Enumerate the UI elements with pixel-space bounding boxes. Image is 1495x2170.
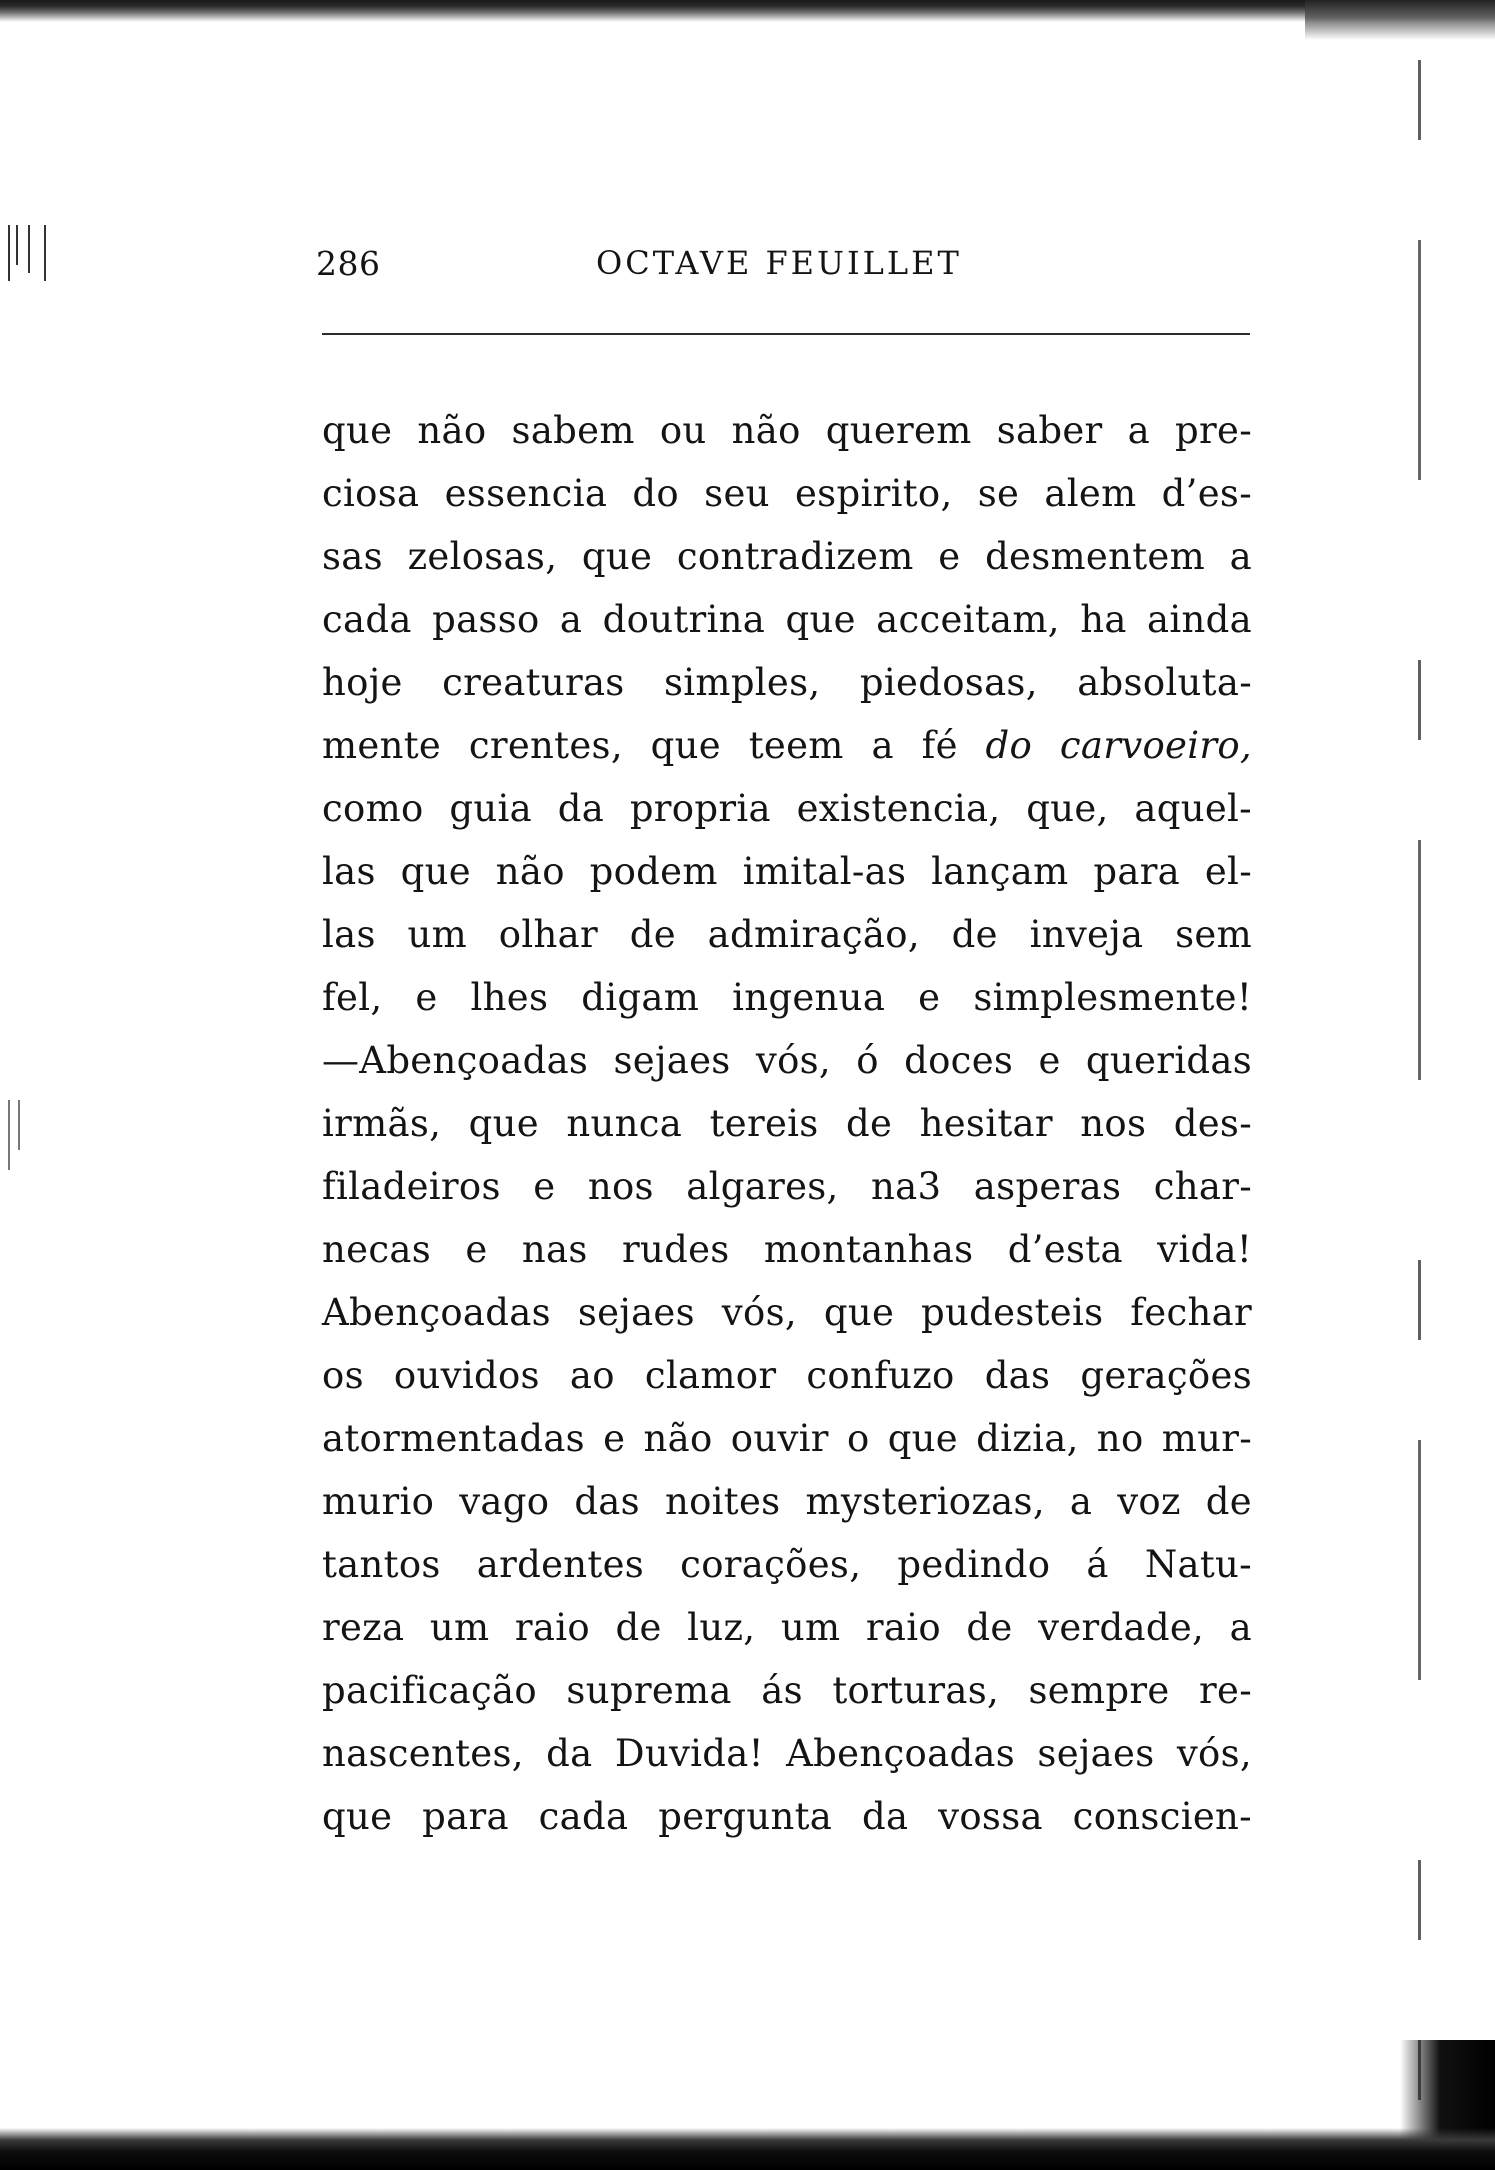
page-header — [316, 244, 1246, 294]
header-rule — [322, 333, 1250, 335]
text-line: hoje creaturas simples, piedosas, absoluta- — [322, 661, 1252, 704]
italic-phrase: do carvoeiro, — [985, 724, 1252, 767]
text-line: murio vago das noites mysteriozas, a voz de — [322, 1480, 1252, 1523]
text-line: atormentadas e não ouvir o que dizia, no mur- — [322, 1417, 1252, 1460]
text-line: necas e nas rudes montanhas d’esta vida! — [322, 1228, 1252, 1271]
text-line: reza um raio de luz, um raio de verdade, a — [322, 1606, 1252, 1649]
body-text — [322, 399, 1252, 1848]
text-line: fel, e lhes digam ingenua e simplesmente! — [322, 976, 1252, 1019]
text-line: que não sabem ou não querem saber a pre- — [322, 409, 1252, 452]
scan-bottom-edge — [0, 2128, 1495, 2170]
text-line: irmãs, que nunca tereis de hesitar nos des- — [322, 1102, 1252, 1145]
scan-top-right-edge — [1305, 0, 1495, 40]
text-line: sas zelosas, que contradizem e desmentem a — [322, 535, 1252, 578]
text-line: las um olhar de admiração, de inveja sem — [322, 913, 1252, 956]
text-line: que para cada pergunta da vossa conscien- — [322, 1795, 1252, 1838]
text-line: ciosa essencia do seu espirito, se alem d’es- — [322, 472, 1252, 515]
scan-left-marks — [6, 225, 66, 285]
text-line: nascentes, da Duvida! Abençoadas sejaes vós, — [322, 1732, 1252, 1775]
text-line: filadeiros e nos algares, na3 asperas char- — [322, 1165, 1252, 1208]
text-line: como guia da propria existencia, que, aquel- — [322, 787, 1252, 830]
scan-top-edge — [0, 0, 1495, 22]
text-line: Abençoadas sejaes vós, que pudesteis fechar — [322, 1291, 1252, 1334]
scan-left-mid-marks — [4, 1100, 54, 1180]
text-line: mente crentes, que teem a fé do carvoeiro, — [322, 724, 1252, 767]
scan-right-gutter — [1418, 60, 1421, 2100]
scan-right-shadow — [1400, 2040, 1495, 2140]
running-title: OCTAVE FEUILLET — [596, 244, 962, 282]
text-line: os ouvidos ao clamor confuzo das gerações — [322, 1354, 1252, 1397]
page-number: 286 — [316, 244, 381, 283]
text-line: cada passo a doutrina que acceitam, ha ainda — [322, 598, 1252, 641]
text-line: pacificação suprema ás torturas, sempre re- — [322, 1669, 1252, 1712]
text-line: las que não podem imital-as lançam para el- — [322, 850, 1252, 893]
text-line: —Abençoadas sejaes vós, ó doces e queridas — [322, 1039, 1252, 1082]
text-line: tantos ardentes corações, pedindo á Natu- — [322, 1543, 1252, 1586]
